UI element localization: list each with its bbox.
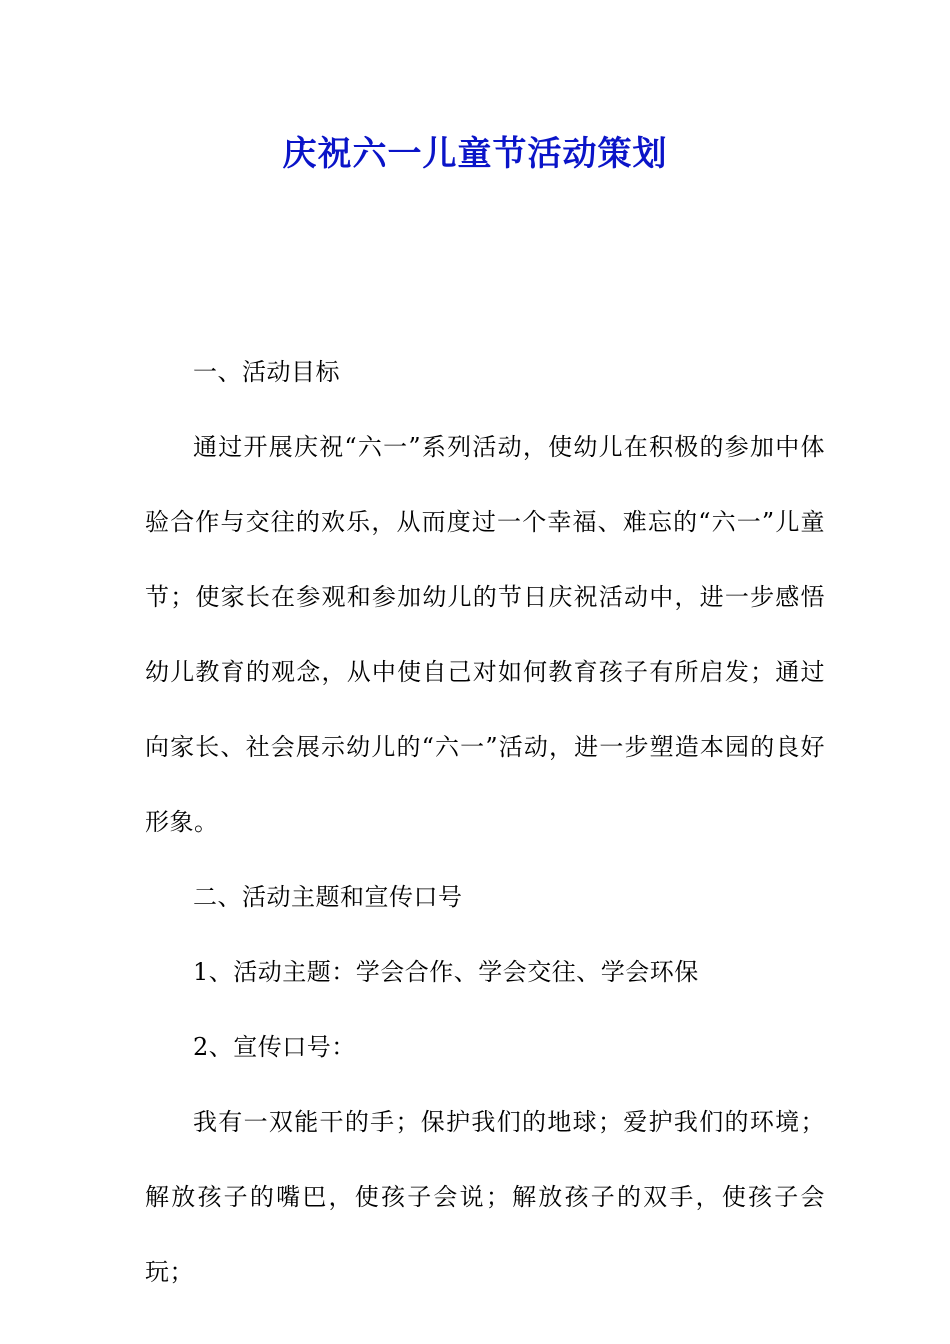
- list-item-theme: 1、活动主题：学会合作、学会交往、学会环保: [193, 958, 699, 986]
- paragraph-slogans: 我有一双能干的手；保护我们的地球；爱护我们的环境；解放孩子的嘴巴，使孩子会说；解放孩子的双手，使孩子会玩；: [145, 1108, 825, 1286]
- section-heading-goals: 一、活动目标: [193, 358, 340, 386]
- list-item-slogan: 2、宣传口号：: [193, 1033, 356, 1061]
- document-body: [145, 335, 825, 1310]
- section-heading-theme: 二、活动主题和宣传口号: [193, 883, 463, 911]
- page-title: 庆祝六一儿童节活动策划: [282, 134, 668, 174]
- paragraph-goals: 通过开展庆祝“六一”系列活动，使幼儿在积极的参加中体验合作与交往的欢乐，从而度过一个幸福、难忘的“六一”儿童节；使家长在参观和参加幼儿的节日庆祝活动中，进一步感悟幼儿教育的观念，从中使自己对如何教育孩子有所启发；通过向家长、社会展示幼儿的“六一”活动，进一步塑造本园的良好形象。: [145, 433, 825, 836]
